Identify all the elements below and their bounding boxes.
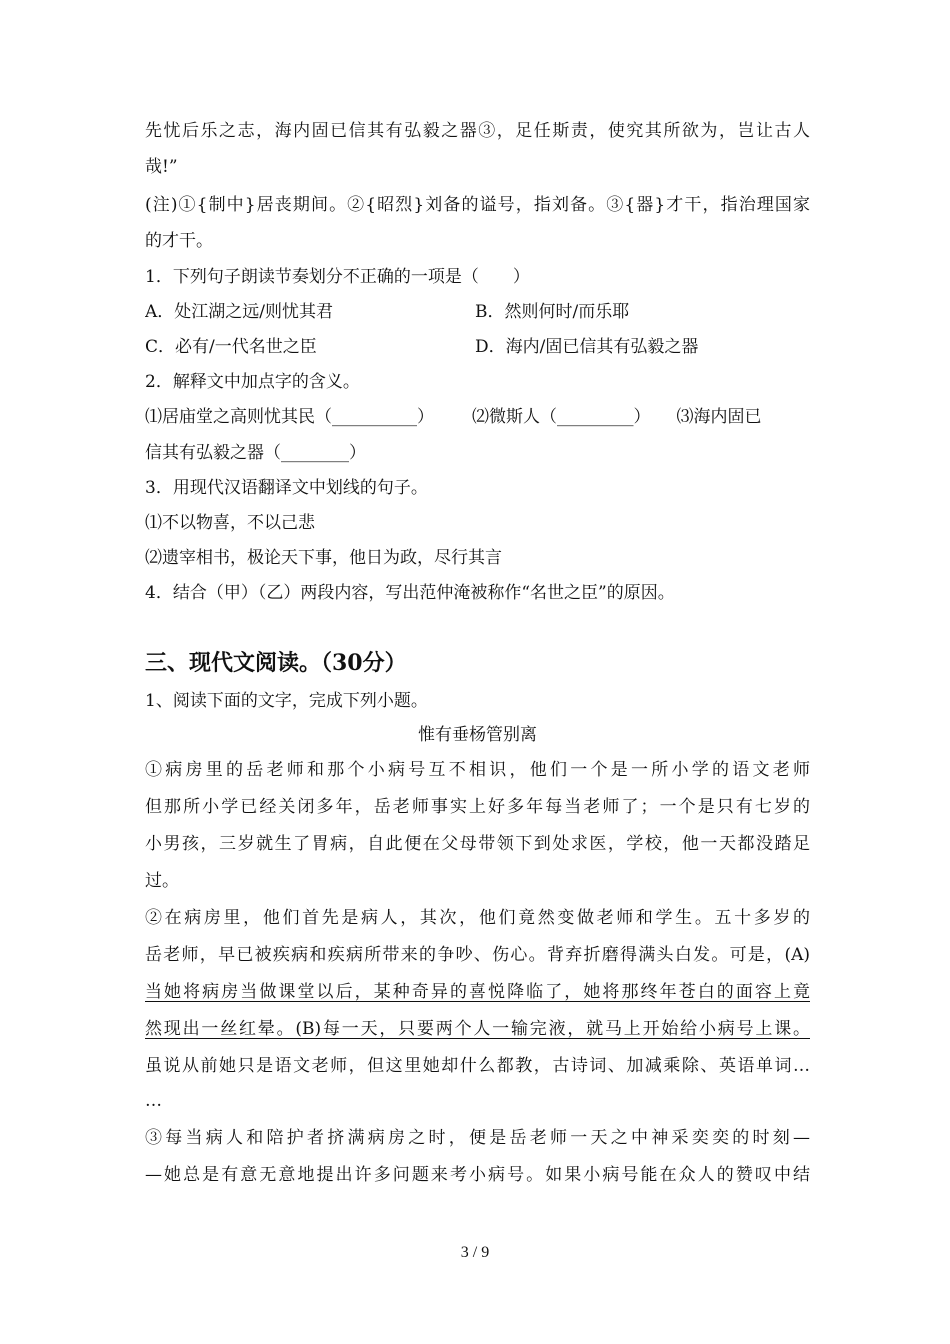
passage-line: 先忧后乐之志，海内固已信其有弘毅之器③，足任斯责，使究其所欲为，岂让古人 [145,121,810,141]
dotted-char: 微 [489,407,506,427]
paragraph-line: 虽说从前她只是语文老师，但这里她却什么都教，古诗词、加减乘除、英语单词… [145,1056,810,1076]
q2a-prefix: ⑴居 [145,407,179,427]
q2a-blank: 之高则忧其民（__________） [213,407,434,427]
paragraph-line: ③每当病人和陪护者挤满病房之时，便是岳老师一天之中神采奕奕的时刻— [145,1128,810,1148]
dotted-char: 固 [727,407,745,427]
underlined-sentence: 当她将病房当做课堂以后，某种奇异的喜悦降临了，她将那终年苍白的面容上竟 [145,982,810,1002]
question-2-items [145,405,810,429]
dotted-char: 堂 [196,407,213,427]
page-number: 3 / 9 [460,1244,490,1261]
section-heading: 三、现代文阅读。（30分） [145,650,407,676]
annotation-line: 的才干。 [145,231,213,251]
paragraph-line: ②在病房里，他们首先是病人，其次，他们竟然变做老师和学生。五十多岁的 [145,908,810,928]
underlined-sentence: 然现出一丝红晕。(B)每一天，只要两个人一输完液，就马上开始给小病号上课。 [145,1019,810,1039]
article-title: 惟有垂杨管别离 [418,725,537,745]
option-a: A．处江湖之远/则忧其君 [145,302,334,322]
option-c: C．必有/一代名世之臣 [145,337,317,357]
paragraph-line: … [145,1091,162,1111]
section-intro: 1、阅读下面的文字，完成下列小题。 [145,691,428,711]
question-3a: ⑴不以物喜，不以己悲 [145,513,315,533]
question-3: 3．用现代汉语翻译文中划线的句子。 [145,478,428,498]
dotted-char: 庙 [179,407,196,427]
option-d: D．海内/固已信其有弘毅之器 [475,337,699,357]
paragraph-line: 但那所小学已经关闭多年，岳老师事实上好多年每当老师了；一个是只有七岁的 [145,797,810,817]
q2c-suffix: 已 [744,407,762,427]
passage-line: 哉!” [145,157,178,177]
paragraph-line: 小男孩，三岁就生了胃病，自此便在父母带领下到处求医，学校，他一天都没踏足 [145,834,810,854]
paragraph-line: 岳老师，早已被疾病和疾病所带来的争吵、伤心。背弃折磨得满头白发。可是，(A) [145,945,810,965]
paragraph-line: ①病房里的岳老师和那个小病号互不相识，他们一个是一所小学的语文老师 [145,760,810,780]
q2c-prefix: ⑶海内 [676,407,728,427]
question-1: 1．下列句子朗读节奏划分不正确的一项是（ ） [145,267,530,287]
option-b: B．然则何时/而乐耶 [475,302,630,322]
paragraph-line: 过。 [145,871,179,891]
question-2: 2．解释文中加点字的含义。 [145,372,360,392]
paragraph-line: —她总是有意无意地提出许多问题来考小病号。如果小病号能在众人的赞叹中结 [145,1165,810,1185]
annotation-line: (注)①{制中}居丧期间。②{昭烈}刘备的谥号，指刘备。③{器}才干，指治理国家 [145,195,810,215]
q2b-blank: 斯人（_________） [506,407,651,427]
q2b-prefix: ⑵ [472,407,489,427]
question-3b: ⑵遗宰相书，极论天下事，他日为政，尽行其言 [145,548,502,568]
question-2-continued: 信其有弘毅之器（________） [145,443,366,463]
question-4: 4．结合（甲）（乙）两段内容，写出范仲淹被称作“名世之臣”的原因。 [145,583,675,603]
